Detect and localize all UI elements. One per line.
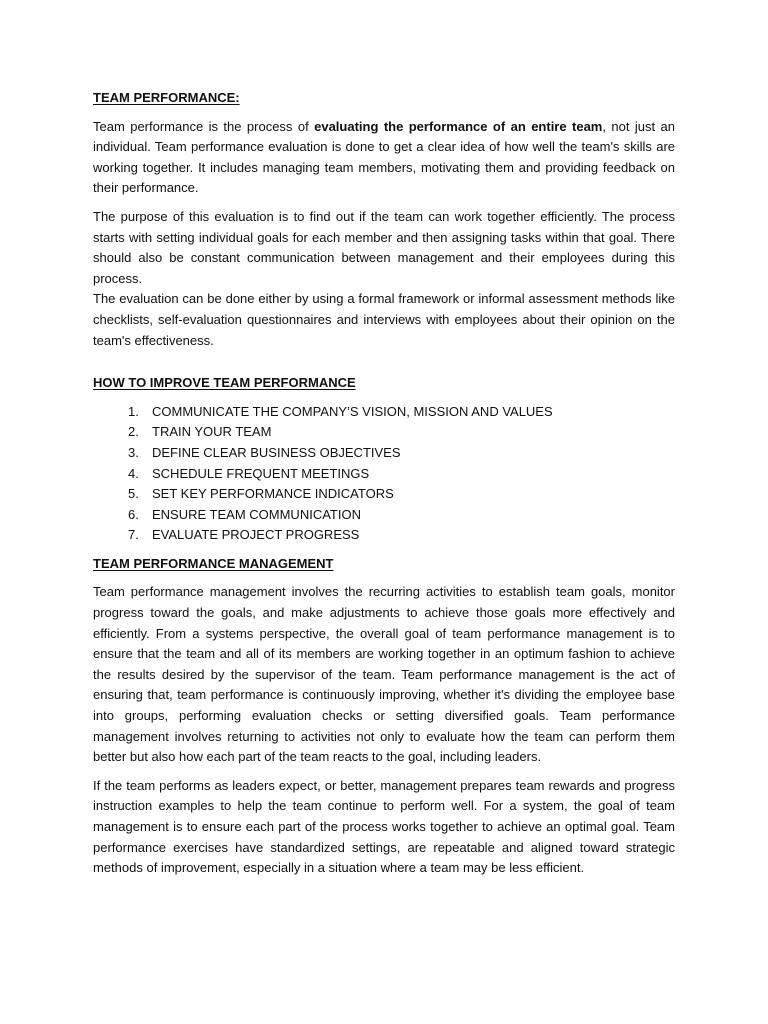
list-item-number: 3. <box>128 444 139 460</box>
list-item-text: SET KEY PERFORMANCE INDICATORS <box>152 486 394 502</box>
list-item-text: COMMUNICATE THE COMPANY’S VISION, MISSION AND VALUES <box>152 403 553 419</box>
list-item <box>93 505 675 526</box>
list-item <box>93 422 675 443</box>
paragraph-definition <box>93 117 675 199</box>
bold-phrase: evaluating the performance of an entire team <box>314 118 603 134</box>
list-item-number: 7. <box>128 527 139 543</box>
paragraph-purpose: The purpose of this evaluation is to find out if the team can work together efficiently. The process starts with setting individual goals for each member and then assigning tasks within that goal. There should also be constant communication between management and their employees during this process. <box>93 208 675 286</box>
paragraph-management-overview: Team performance management involves the recurring activities to establish team goals, monitor progress toward the goals, and make adjustments to achieve those goals more effectively and efficiently. From a systems perspective, the overall goal of team performance management is to ensure that the team and all of its members are working together in an optimum fashion to achieve the results desired by the supervisor of the team. Team performance management is the act of ensuring that, team performance is continuously improving, whether it's dividing the employee base into groups, performing evaluation checks or setting diversified goals. Team performance management involves returning to activities not only to evaluate how the team can perform them better but also how each part of the team reacts to the goal, including leaders. <box>93 584 675 765</box>
list-item <box>93 402 675 423</box>
list-item-number: 1. <box>128 403 139 419</box>
list-item <box>93 525 675 546</box>
list-item-number: 4. <box>128 465 139 481</box>
list-item-text: EVALUATE PROJECT PROGRESS <box>152 527 360 543</box>
paragraph-evaluation-methods: The evaluation can be done either by using a formal framework or informal assessment methods like checklists, self-evaluation questionnaires and interviews with employees about their opinion on the team's effectiveness. <box>93 291 675 348</box>
list-item-number: 2. <box>128 424 139 440</box>
list-item <box>93 443 675 464</box>
improvement-list <box>93 402 675 546</box>
heading-how-to-improve: HOW TO IMPROVE TEAM PERFORMANCE <box>93 375 356 391</box>
heading-team-performance-management: TEAM PERFORMANCE MANAGEMENT <box>93 555 334 571</box>
paragraph-text: Team performance is the process of <box>93 118 315 134</box>
list-item-text: TRAIN YOUR TEAM <box>152 424 272 440</box>
paragraph-management-rewards: If the team performs as leaders expect, or better, management prepares team rewards and progress instruction examples to help the team continue to perform well. For a system, the goal of team management is to ensure each part of the process works together to achieve an optimal goal. Team performance exercises have standardized settings, are repeatable and aligned toward strategic methods of improvement, especially in a situation where a team may be less efficient. <box>93 777 675 876</box>
list-item-text: ENSURE TEAM COMMUNICATION <box>152 506 361 522</box>
heading-team-performance: TEAM PERFORMANCE: <box>93 90 240 105</box>
document-page <box>93 88 675 879</box>
list-item-number: 6. <box>128 506 139 522</box>
list-item-text: SCHEDULE FREQUENT MEETINGS <box>152 465 370 481</box>
list-item <box>93 464 675 485</box>
list-item-text: DEFINE CLEAR BUSINESS OBJECTIVES <box>152 444 401 460</box>
list-item <box>93 484 675 505</box>
paragraph-text: , not just an individual. Team performance evaluation is done to get a clear idea of how well the team's skills are working together. It includes managing team members, motivating them and providing feedback on their performance. <box>93 118 675 196</box>
list-item-number: 5. <box>128 486 139 502</box>
